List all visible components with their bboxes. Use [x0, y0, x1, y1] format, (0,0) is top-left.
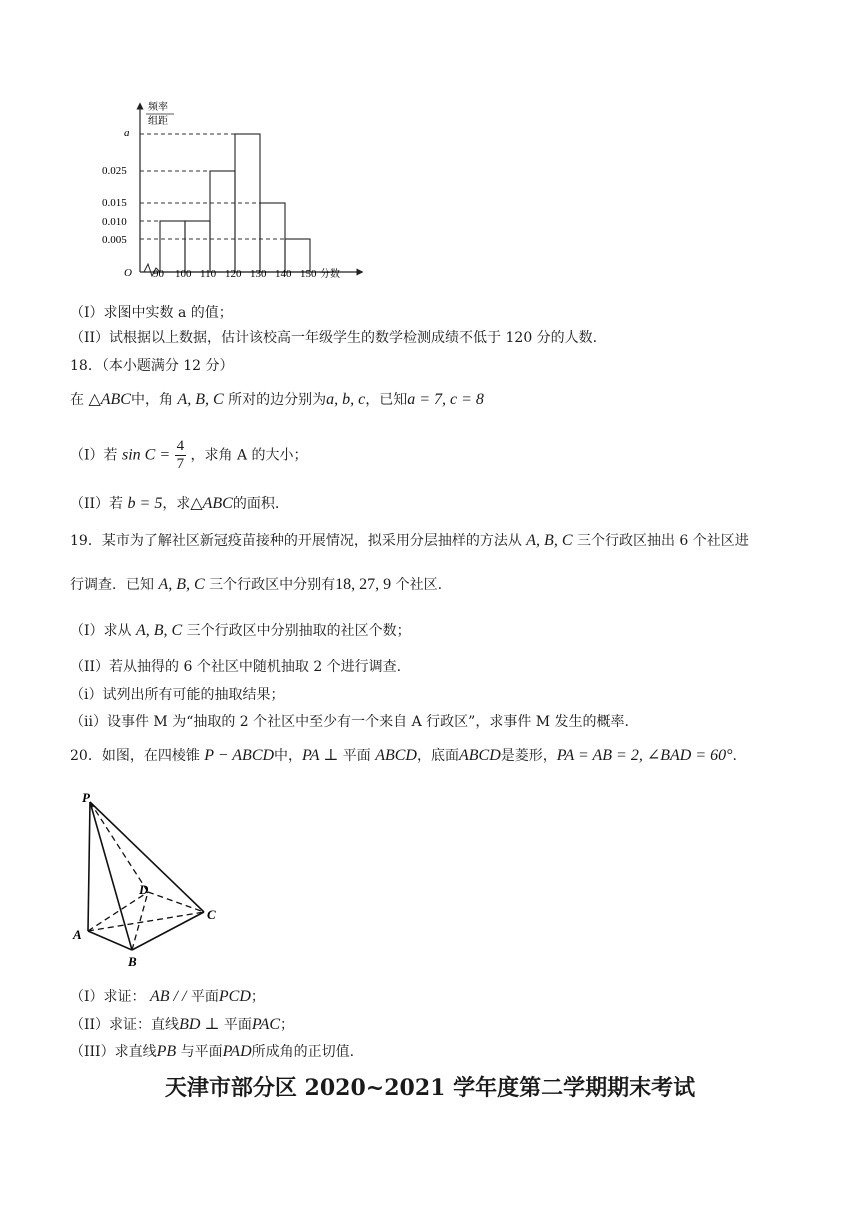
x-tick-label: 90 [153, 268, 164, 280]
plane-pac: PAC [251, 1016, 281, 1033]
given: a = 7, c = 8 [407, 391, 484, 408]
ab-parallel: AB / / [149, 988, 187, 1005]
exam-title: 天津市部分区 2020~2021 学年度第二学期期末考试 [164, 1075, 696, 1101]
vertex-label-p: P [82, 790, 90, 805]
vertex-label-a: A [73, 927, 82, 942]
bd-perp: BD ⊥ [179, 1016, 220, 1033]
y-tick-label: 0.015 [102, 197, 127, 209]
q19-line2 [70, 576, 442, 594]
text: 19．某市为了解社区新冠疫苗接种的开展情况，拟采用分层抽样的方法从 [70, 533, 522, 549]
text: （II）若 [70, 496, 124, 512]
text: ； [250, 989, 265, 1005]
sides: a, b, c [326, 391, 366, 408]
pyramid-figure [70, 788, 230, 973]
denominator: 7 [176, 456, 185, 472]
text: 在 [70, 392, 84, 408]
text: （I）若 [70, 447, 118, 464]
text: 平面 [190, 989, 219, 1005]
text: ，求角 A 的大小； [190, 447, 308, 464]
pa-perp: PA ⊥ [302, 747, 339, 764]
q18-header: 18．（本小题满分 12 分） [70, 358, 234, 374]
plane-abcd: ABCD [375, 747, 417, 764]
q19-part2-i: （i）试列出所有可能的抽取结果； [70, 687, 285, 703]
text: 20．如图，在四棱锥 [70, 748, 200, 764]
y-tick-label: 0.005 [102, 234, 127, 246]
edge-pa [88, 802, 90, 931]
text: 是菱形， [500, 748, 557, 764]
text: 与平面 [180, 1044, 223, 1060]
plane-pad: PAD [222, 1043, 252, 1060]
q18-stem [70, 391, 484, 409]
triangle-abc: △ABC [88, 391, 131, 408]
text: 三个行政区中分别抽取的社区个数； [186, 623, 411, 639]
vertex-label-d: D [139, 882, 149, 897]
q18-part1 [70, 438, 308, 478]
pyramid: P − ABCD [204, 747, 275, 764]
edge-pd [90, 802, 148, 892]
plane-pcd: PCD [218, 988, 251, 1005]
q17-part1: （I）求图中实数 a 的值； [70, 305, 233, 321]
vertex-label-c: C [207, 907, 216, 922]
x-tick-label: 120 [225, 268, 242, 280]
x-tick-label: 110 [200, 268, 217, 280]
text: 中，角 [130, 392, 173, 408]
x-axis-label: 分数 [320, 269, 340, 280]
q19-line1 [70, 532, 749, 550]
text: ； [280, 1017, 295, 1033]
text: 中， [274, 748, 303, 764]
districts: A, B, C [158, 576, 205, 593]
b-value: b = 5 [127, 495, 163, 512]
text: 平面 [342, 748, 371, 764]
q17-part2: （II）试根据以上数据，估计该校高一年级学生的数学检测成绩不低于 120 分的人数. [70, 330, 598, 346]
text: 所成角的正切值. [251, 1044, 355, 1060]
text: （III）求直线 [70, 1044, 157, 1060]
line-pb: PB [156, 1043, 177, 1060]
base-abcd: ABCD [458, 747, 501, 764]
q20-part2 [70, 1016, 294, 1034]
q20-stem [70, 747, 737, 765]
y-tick-label: a [124, 127, 130, 139]
y-axis-label-top: 频率 [148, 102, 168, 113]
frequency-histogram [98, 96, 418, 296]
text: （II）求证：直线 [70, 1017, 180, 1033]
numerator: 4 [176, 438, 185, 454]
histogram-bar-90-100 [160, 221, 185, 272]
text: ，已知 [365, 392, 408, 408]
triangle-abc: △ABC [190, 495, 233, 512]
y-tick-label: 0.025 [102, 165, 127, 177]
text: 个社区. [395, 577, 443, 593]
y-tick-label: 0.010 [102, 216, 127, 228]
origin-label: O [124, 267, 132, 279]
x-tick-label: 140 [275, 268, 292, 280]
districts: A, B, C [135, 622, 183, 639]
sin-c: sin C = [121, 446, 171, 464]
text: （I）求从 [70, 623, 132, 639]
y-axis-label-bottom: 组距 [148, 116, 168, 127]
q19-part1 [70, 622, 411, 640]
districts: A, B, C [526, 532, 573, 549]
vertex-label-b: B [128, 954, 137, 969]
x-tick-label: 130 [250, 268, 267, 280]
fraction [175, 438, 187, 473]
q20-part1 [70, 988, 265, 1006]
text: 的面积. [232, 496, 280, 512]
text: . [732, 748, 737, 764]
text: 三个行政区中分别有 [209, 577, 336, 593]
text: 三个行政区抽出 6 个社区进 [576, 533, 749, 549]
histogram-bar-110-120 [210, 171, 235, 272]
edge-ab [88, 931, 132, 950]
histogram-bar-100-110 [185, 221, 210, 272]
text: ，求 [162, 496, 191, 512]
text: 平面 [223, 1017, 252, 1033]
angles: A, B, C [177, 391, 224, 408]
q20-part3 [70, 1043, 354, 1061]
text: 所对的边分别为 [228, 392, 327, 408]
q19-part2: （II）若从抽得的 6 个社区中随机抽取 2 个进行调查. [70, 659, 402, 675]
edge-dc [148, 892, 204, 912]
q18-part2 [70, 495, 279, 513]
histogram-bar-130-140 [260, 203, 285, 272]
given: PA = AB = 2, ∠BAD = 60° [556, 747, 733, 764]
x-tick-label: 150 [300, 268, 317, 280]
text: ，底面 [416, 748, 459, 764]
x-tick-label: 100 [175, 268, 192, 280]
counts: 18, 27, 9 [335, 576, 392, 593]
text: 行调查．已知 [70, 577, 154, 593]
q19-part2-ii: （ii）设事件 M 为“抽取的 2 个社区中至少有一个来自 A 行政区”，求事件 M 发生的概率. [70, 714, 630, 730]
text: （I）求证： [70, 989, 146, 1005]
